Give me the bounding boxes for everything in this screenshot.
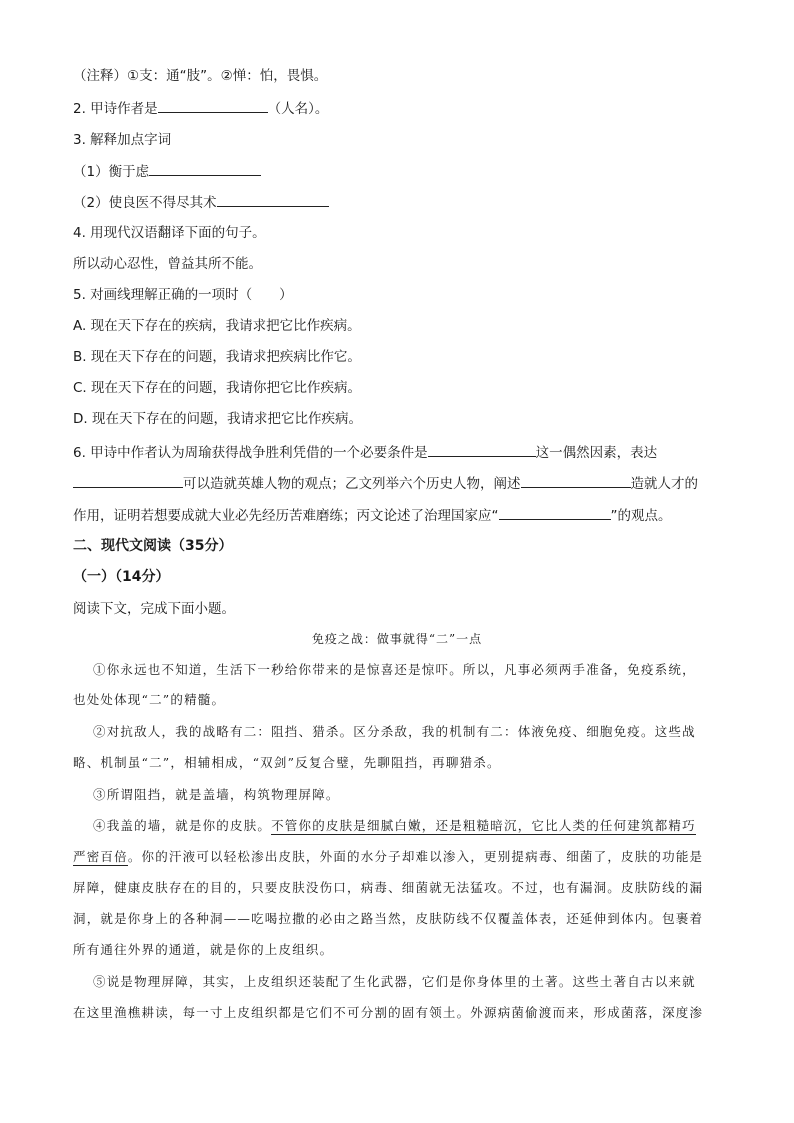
question-4-sentence: 所以动心忍性，曾益其所不能。 xyxy=(73,256,262,272)
essay-text: ④我盖的墙，就是你的皮肤。 xyxy=(93,818,272,833)
essay-text: 。你的汗液可以轻松渗出皮肤，外面的水分子却难以渗入，更别提病毒、细菌了，皮肤的功能是 xyxy=(127,849,704,864)
question-6-text: 这一偶然因素，表达 xyxy=(535,445,658,461)
subsection-heading: （一）（14分） xyxy=(73,569,170,585)
option-d[interactable]: D. 现在天下存在的问题，我请求把它比作疾病。 xyxy=(73,411,362,427)
essay-paragraph-5-cont: 在这里渔樵耕读，每一寸上皮组织都是它们不可分割的固有领土。外源病菌偷渡而来，形成菌落，深度渗 xyxy=(73,1005,704,1020)
annotation-note: （注释）①支：通“肢”。②惮：怕，畏惧。 xyxy=(73,68,328,84)
answer-blank[interactable] xyxy=(73,473,183,488)
question-6-text: 6. 甲诗中作者认为周瑜获得战争胜利凭借的一个必要条件是 xyxy=(73,445,428,461)
option-b[interactable]: B. 现在天下存在的问题，我请求把疾病比作它。 xyxy=(73,349,361,365)
answer-blank[interactable] xyxy=(428,442,536,457)
essay-paragraph-2: ②对抗敌人，我的战略有二：阻挡、猎杀。区分杀敌，我的机制有二：体液免疫、细胞免疫。这些战 xyxy=(93,724,696,739)
underlined-sentence: 不管你的皮肤是细腻白嫩，还是粗糙暗沉，它比人类的任何建筑都精巧 xyxy=(271,818,696,833)
section-2-heading: 二、现代文阅读（35分） xyxy=(73,538,233,554)
answer-blank[interactable] xyxy=(149,161,261,176)
reading-instruction: 阅读下文，完成下面小题。 xyxy=(73,601,235,617)
answer-blank[interactable] xyxy=(499,505,611,520)
question-6-line-2 xyxy=(73,473,723,494)
option-a[interactable]: A. 现在天下存在的疾病，我请求把它比作疾病。 xyxy=(73,318,361,334)
essay-paragraph-4-cont xyxy=(73,847,723,867)
question-3-1 xyxy=(73,161,723,182)
essay-paragraph-4-cont: 洞，就是你身上的各种洞——吃喝拉撒的必由之路当然，皮肤防线不仅覆盖体表，还延伸到体内。包裹着 xyxy=(73,911,704,926)
question-6-text: 造就人才的 xyxy=(630,476,698,492)
essay-title: 免疫之战：做事就得“二”一点 xyxy=(311,632,483,646)
question-2 xyxy=(73,98,723,119)
question-4-title: 4. 用现代汉语翻译下面的句子。 xyxy=(73,225,266,241)
answer-blank[interactable] xyxy=(158,98,268,113)
underlined-sentence: 严密百倍 xyxy=(73,849,128,864)
question-6-text: ”的观点。 xyxy=(610,508,672,524)
question-3-2-text: （2）使良医不得尽其术 xyxy=(73,195,217,211)
essay-paragraph-1: ①你永远也不知道，生活下一秒给你带来的是惊喜还是惊吓。所以，凡事必须两手准备，免疫系统， xyxy=(93,662,696,677)
question-6-line-1 xyxy=(73,442,723,463)
answer-blank[interactable] xyxy=(521,473,631,488)
question-3-1-text: （1）衡于虑 xyxy=(73,164,150,180)
essay-paragraph-2-cont: 略、机制虽“二”，相辅相成，“双剑”反复合璧，先聊阻挡，再聊猎杀。 xyxy=(73,755,501,770)
question-5-title: 5. 对画线理解正确的一项时（ ） xyxy=(73,287,293,303)
option-c[interactable]: C. 现在天下存在的问题，我请你把它比作疾病。 xyxy=(73,380,362,396)
essay-paragraph-4-cont: 所有通往外界的通道，就是你的上皮组织。 xyxy=(73,942,334,957)
essay-paragraph-4-cont: 屏障，健康皮肤存在的目的，只要皮肤没伤口，病毒、细菌就无法猛攻。不过，也有漏洞。皮肤防线的漏 xyxy=(73,880,704,895)
question-6-line-3 xyxy=(73,505,723,526)
question-6-text: 可以造就英雄人物的观点；乙文列举六个历史人物，阐述 xyxy=(183,476,521,492)
question-3-2 xyxy=(73,192,723,213)
essay-paragraph-4 xyxy=(93,816,743,836)
question-6-text: 作用，证明若想要成就大业必先经历苦难磨练；丙文论述了治理国家应“ xyxy=(73,508,499,524)
essay-paragraph-5: ⑤说是物理屏障，其实，上皮组织还装配了生化武器，它们是你身体里的土著。这些土著自古以来就 xyxy=(93,974,696,989)
essay-paragraph-1-cont: 也处处体现“二”的精髓。 xyxy=(73,692,226,707)
question-3-title: 3. 解释加点字词 xyxy=(73,132,172,148)
essay-paragraph-3: ③所谓阻挡，就是盖墙，构筑物理屏障。 xyxy=(93,787,340,802)
answer-blank[interactable] xyxy=(217,192,329,207)
question-2-suffix: （人名）。 xyxy=(267,101,329,117)
question-2-text: 2. 甲诗作者是 xyxy=(73,101,158,117)
